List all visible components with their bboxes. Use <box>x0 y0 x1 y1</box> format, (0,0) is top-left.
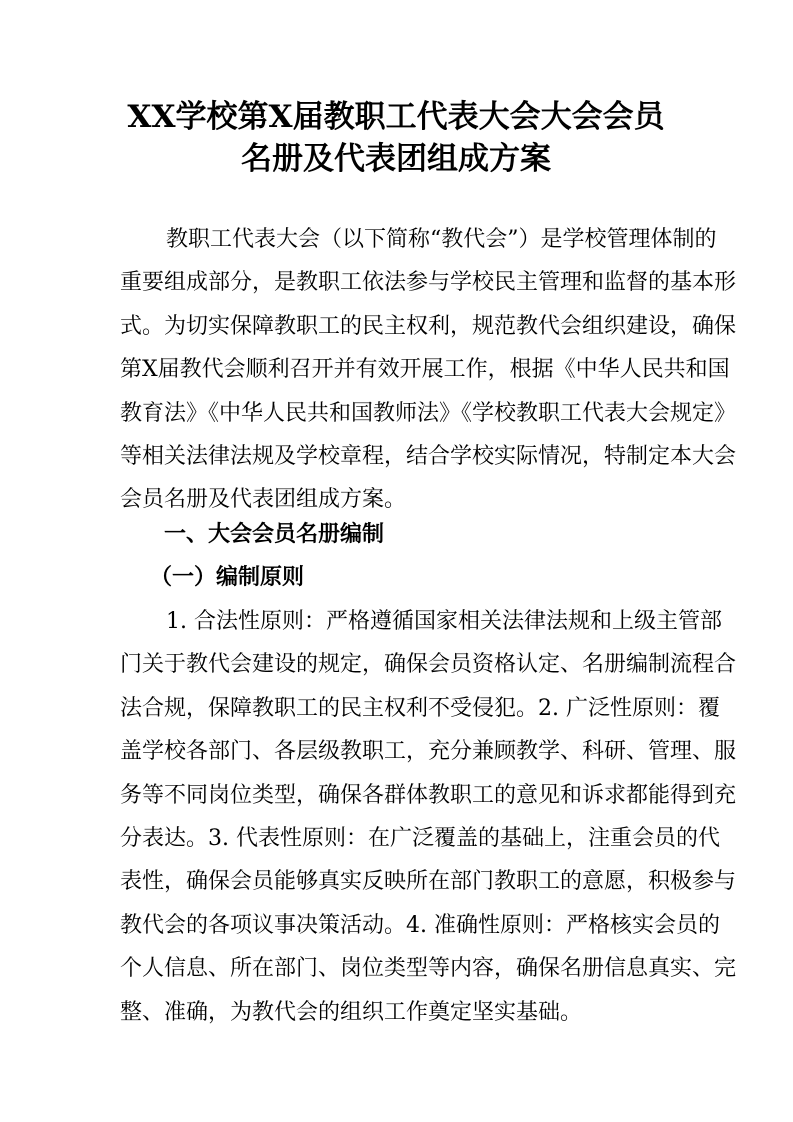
paragraph-line: 会员名册及代表团组成方案。 <box>120 487 407 513</box>
paragraph-line: 第X届教代会顺利召开并有效开展工作，根据《中华人民共和国 <box>120 357 730 383</box>
paragraph-line: 等相关法律法规及学校章程，结合学校实际情况，特制定本大会 <box>120 443 737 469</box>
paragraph-line: 1. 合法性原则：严格遵循国家相关法律法规和上级主管部 <box>166 609 722 634</box>
section-heading: 一、大会会员名册编制 <box>164 521 385 547</box>
paragraph-line: 盖学校各部门、各层级教职工，充分兼顾教学、科研、管理、服 <box>120 739 737 765</box>
paragraph-line: 整、准确，为教代会的组织工作奠定坚实基础。 <box>120 999 583 1025</box>
subsection-heading: （一）编制原则 <box>150 564 305 590</box>
paragraph-line: 教育法》《中华人民共和国教师法》《学校教职工代表大会规定》 <box>120 400 737 426</box>
paragraph-line: 教代会的各项议事决策活动。4. 准确性原则：严格核实会员的 <box>120 912 720 938</box>
intro-paragraph <box>120 218 737 522</box>
paragraph-line: 务等不同岗位类型，确保各群体教职工的意见和诉求都能得到充 <box>120 782 737 808</box>
principles-paragraph <box>120 600 737 1034</box>
title-line: XX学校第X届教职工代表大会大会会员 <box>127 99 665 135</box>
paragraph-line: 重要组成部分，是教职工依法参与学校民主管理和监督的基本形 <box>120 270 737 296</box>
paragraph-line: 分表达。3. 代表性原则：在广泛覆盖的基础上，注重会员的代 <box>120 825 720 851</box>
paragraph-line: 式。为切实保障教职工的民主权利，规范教代会组织建设，确保 <box>120 313 737 339</box>
paragraph-line: 门关于教代会建设的规定，确保会员资格认定、名册编制流程合 <box>120 652 737 678</box>
paragraph-line: 教职工代表大会（以下简称“教代会”）是学校管理体制的 <box>166 227 717 252</box>
paragraph-line: 个人信息、所在部门、岗位类型等内容，确保名册信息真实、完 <box>120 956 737 982</box>
paragraph-line: 法合规，保障教职工的民主权利不受侵犯。2. 广泛性原则：覆 <box>120 695 720 721</box>
document-title <box>110 96 682 180</box>
paragraph-line: 表性，确保会员能够真实反映所在部门教职工的意愿，积极参与 <box>120 869 737 895</box>
title-line: 名册及代表团组成方案 <box>241 141 551 177</box>
